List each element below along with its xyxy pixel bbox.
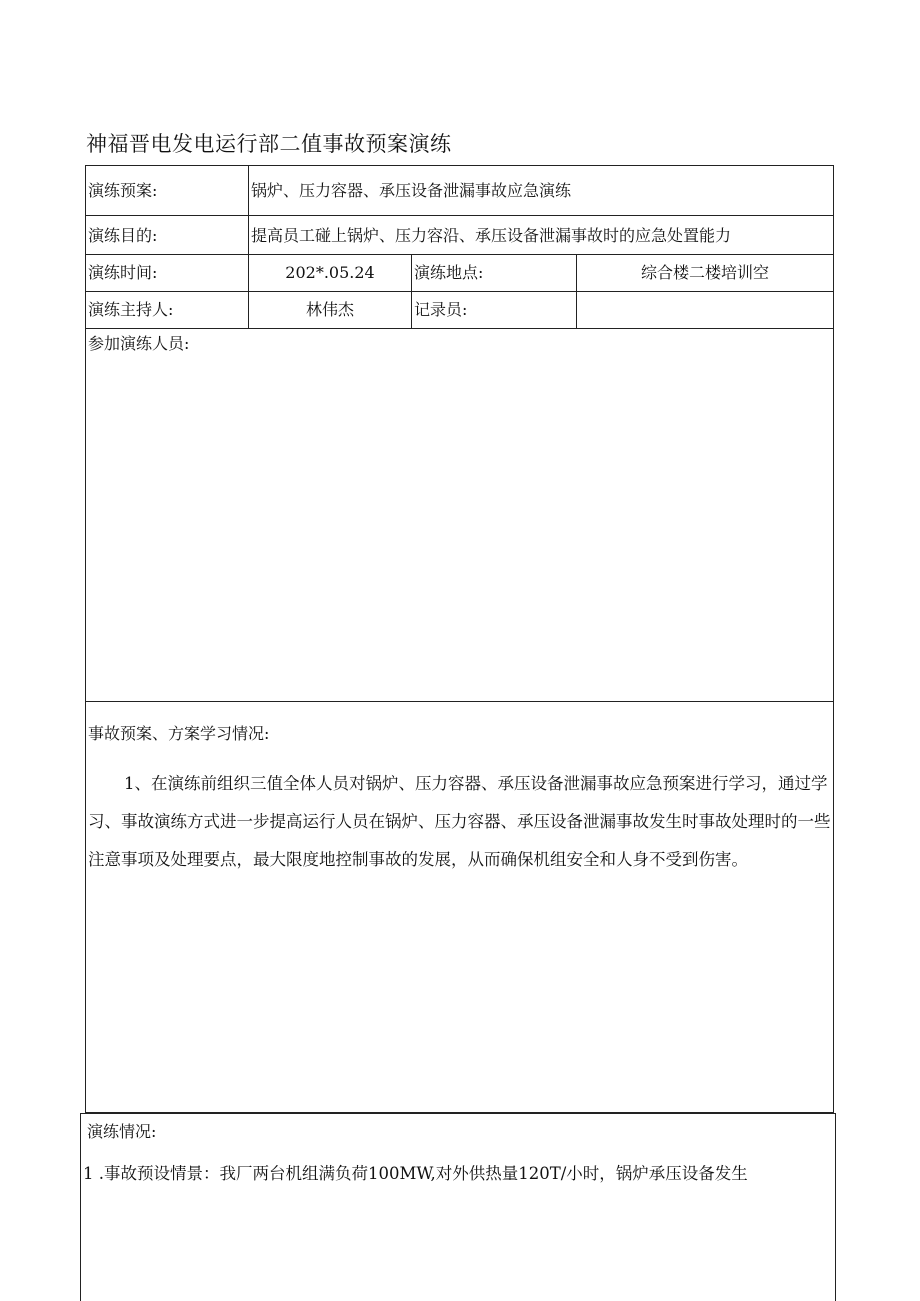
row-divider xyxy=(86,701,833,702)
host-value: 林伟杰 xyxy=(305,300,354,319)
situation-label: 演练情况: xyxy=(87,1122,157,1141)
host-label: 演练主持人: xyxy=(88,300,174,319)
plan-value: 锅炉、压力容器、承压设备泄漏事故应急演练 xyxy=(251,181,572,200)
study-paragraph: 1、在演练前组织三值全体人员对锅炉、压力容器、承压设备泄漏事故应急预案进行学习，通过学习、事故演练方式进一步提高运行人员在锅炉、压力容器、承压设备泄漏事故发生时事故处理时的一些注意事项及处理要点，最大限度地控制事故的发展，从而确保机组安全和人身不受到伤害。 xyxy=(88,774,831,869)
time-label: 演练时间: xyxy=(88,263,158,282)
participants-label: 参加演练人员: xyxy=(88,334,190,353)
row-divider xyxy=(86,328,833,329)
drill-record-table xyxy=(85,165,834,1113)
purpose-value: 提高员工碰上锅炉、压力容沿、承压设备泄漏事故时的应急处置能力 xyxy=(251,226,732,245)
col-divider xyxy=(411,254,412,328)
situation-section xyxy=(80,1113,836,1301)
plan-label: 演练预案: xyxy=(88,181,158,200)
study-label: 事故预案、方案学习情况: xyxy=(88,724,270,743)
purpose-label: 演练目的: xyxy=(88,226,158,245)
time-value: 202*.05.24 xyxy=(285,263,375,282)
row-divider xyxy=(86,254,833,255)
location-value: 综合楼二楼培训空 xyxy=(640,263,769,282)
page-title: 神福晋电发电运行部二值事故预案演练 xyxy=(86,132,452,156)
situation-line-1: 1 .事故预设情景：我厂两台机组满负荷100MW,对外供热量120T/小时，锅炉承压设备发生 xyxy=(83,1164,748,1183)
row-divider xyxy=(86,291,833,292)
recorder-label: 记录员: xyxy=(414,300,468,319)
location-label: 演练地点: xyxy=(414,263,484,282)
row-divider xyxy=(86,215,833,216)
